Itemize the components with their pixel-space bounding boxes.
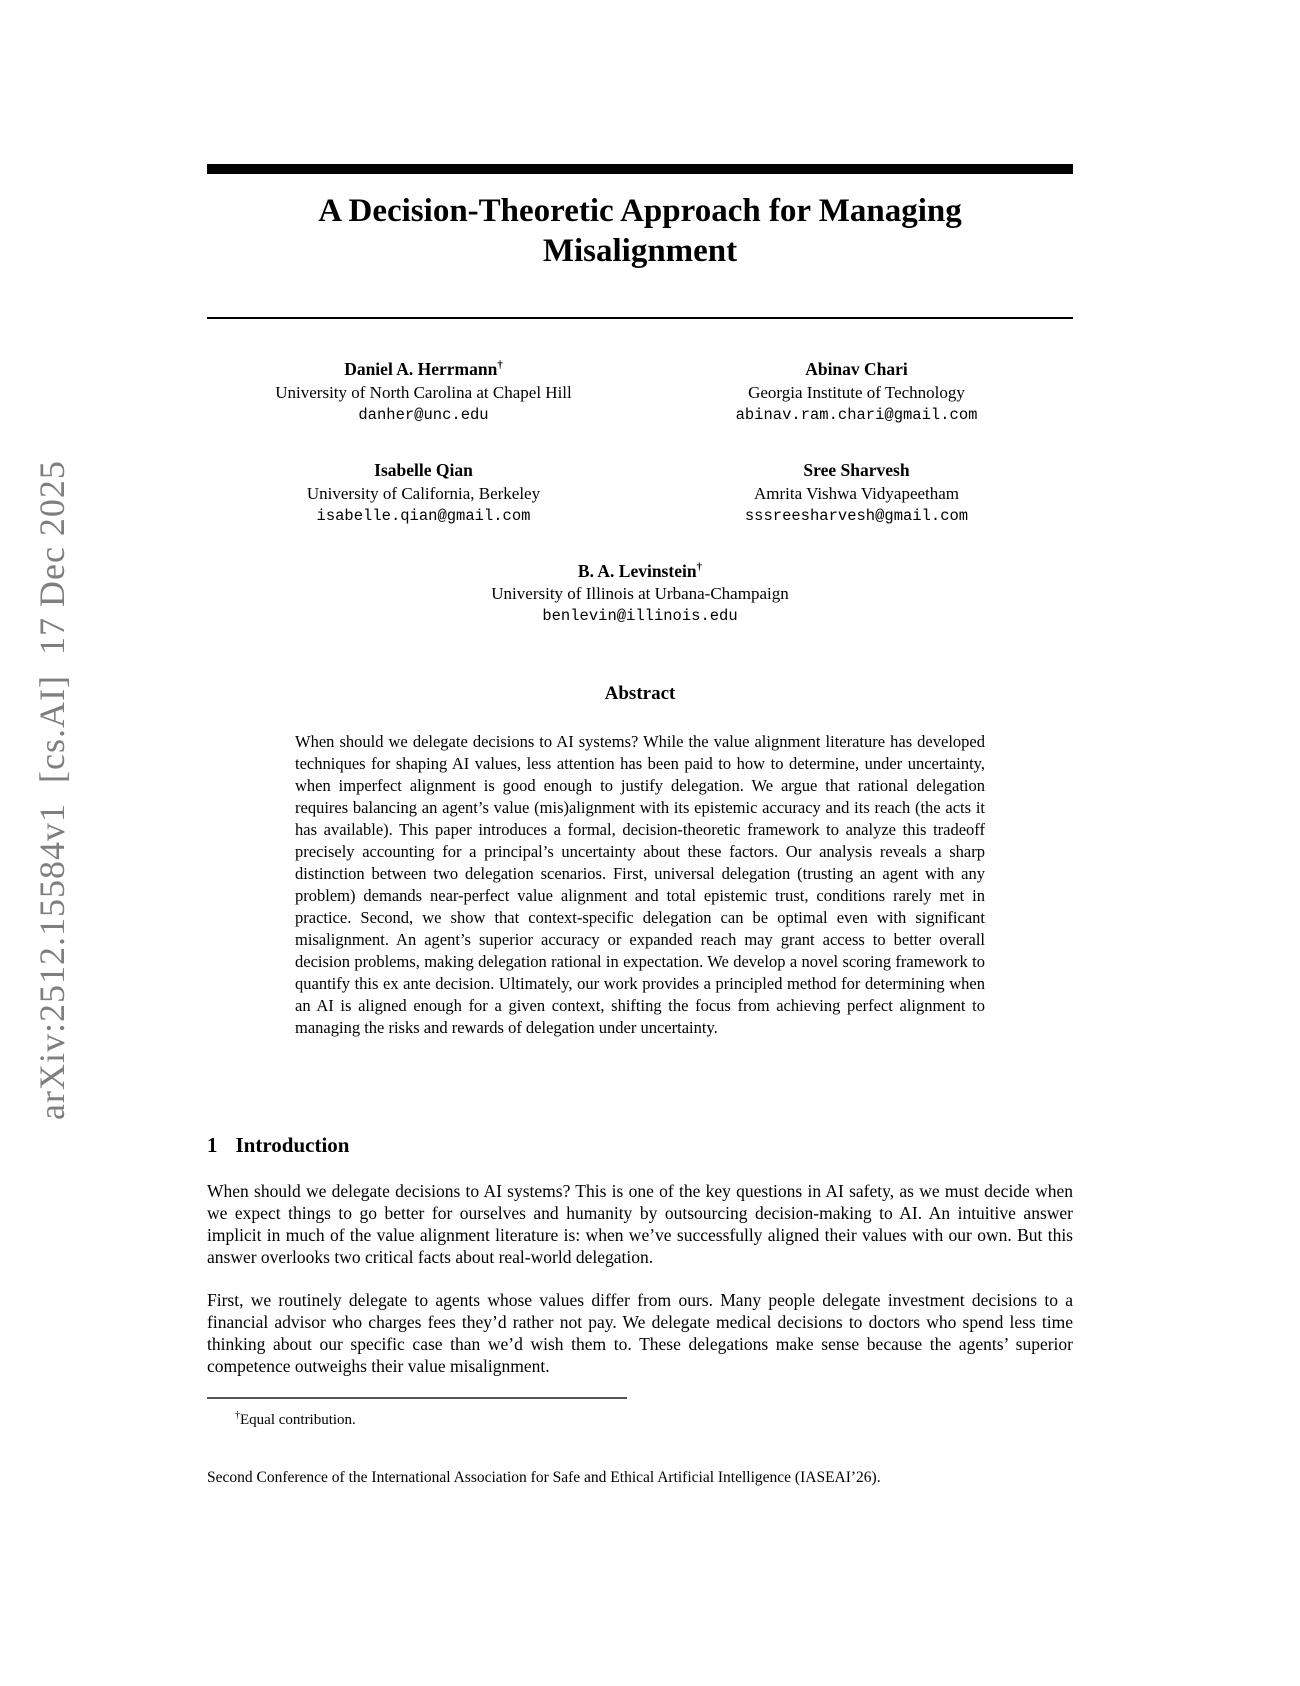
title-rule-thick	[207, 164, 1073, 174]
author-name-text: Abinav Chari	[805, 358, 908, 379]
dagger-mark: †	[696, 560, 703, 573]
footnote-text: Equal contribution.	[240, 1412, 356, 1429]
author-card-sharvesh	[640, 454, 1073, 528]
author-name-text: B. A. Levinstein	[577, 560, 697, 581]
title-rule-thin	[207, 317, 1073, 319]
author-affiliation: University of California, Berkeley	[306, 483, 541, 503]
author-email: isabelle.qian@gmail.com	[316, 506, 531, 525]
section-1-heading	[207, 1131, 1073, 1159]
author-name	[207, 353, 640, 381]
author-name-text: Sree Sharvesh	[803, 459, 910, 480]
footnote-rule	[207, 1397, 627, 1399]
abstract-text: When should we delegate decisions to AI systems? While the value alignment literature has developed techniques for shaping AI values, less attention has been paid to how to determine, under uncertainty, when imperfect alignment is good enough to justify delegation. We argue that rational delegation requires balancing an agent’s value (mis)alignment with its epistemic accuracy and its reach (the acts it has available). This paper introduces a formal, decision-theoretic framework to analyze this tradeoff precisely accounting for a principal’s uncertainty about these factors. Our analysis reveals a sharp distinction between two delegation scenarios. First, universal delegation (trusting an agent with any problem) demands near-perfect value alignment and total epistemic trust, conditions rarely met in practice. Second, we show that context-specific delegation can be optimal even with significant misalignment. An agent’s superior accuracy or expanded reach may grant access to better overall decision problems, making delegation rational in expectation. We develop a novel scoring framework to quantify this ex ante decision. Ultimately, our work provides a principled method for determining when an AI is aligned enough for a given context, shifting the focus from achieving perfect alignment to managing the risks and rewards of delegation under uncertainty.	[295, 732, 985, 1038]
author-affiliation: University of North Carolina at Chapel Hill	[275, 382, 572, 402]
footnote	[207, 1406, 1073, 1430]
author-name	[207, 454, 640, 482]
author-card-qian	[207, 454, 640, 528]
conference-footer: Second Conference of the International Association for Safe and Ethical Artificial Intelligence (IASEAI’26).	[207, 1469, 881, 1487]
dagger-mark: †	[497, 359, 503, 371]
author-name	[640, 353, 1073, 381]
footnote-marker: †	[235, 1410, 240, 1422]
section-number: 1	[207, 1133, 218, 1158]
author-affiliation: Georgia Institute of Technology	[748, 382, 965, 402]
author-name	[207, 555, 1073, 583]
author-card-chari	[640, 353, 1073, 427]
author-email: danher@unc.edu	[358, 405, 489, 424]
author-card-herrmann	[207, 353, 640, 427]
arxiv-watermark: arXiv:2512.15584v1 [cs.AI] 17 Dec 2025	[32, 460, 72, 1120]
author-card-levinstein	[207, 555, 1073, 629]
author-email: benlevin@illinois.edu	[542, 607, 738, 626]
author-block	[207, 353, 1073, 628]
author-affiliation: Amrita Vishwa Vidyapeetham	[753, 483, 960, 503]
abstract-heading: Abstract	[604, 683, 676, 705]
introduction-paragraph-2: First, we routinely delegate to agents whose values differ from ours. Many people delegate investment decisions to a financial advisor who charges fees they’d rather not pay. We delegate medical decisions to doctors who spend less time thinking about our specific case than we’d wish them to. These delegations make sense because the agents’ superior competence outweighs their value misalignment.	[207, 1290, 1073, 1377]
author-email: sssreesharvesh@gmail.com	[744, 506, 969, 525]
paper-content	[207, 0, 1073, 1488]
introduction-paragraph-1: When should we delegate decisions to AI systems? This is one of the key questions in AI safety, as we must decide when we expect things to go better for ourselves and humanity by outsourcing decision-making to AI. An intuitive answer implicit in much of the value alignment literature is: when we’ve successfully aligned their values with our own. But this answer overlooks two critical facts about real-world delegation.	[207, 1181, 1073, 1268]
author-name	[640, 454, 1073, 482]
author-affiliation: University of Illinois at Urbana-Champaign	[491, 584, 789, 604]
section-title: Introduction	[235, 1133, 350, 1158]
author-email: abinav.ram.chari@gmail.com	[735, 405, 978, 424]
author-name-text: Daniel A. Herrmann	[344, 358, 498, 379]
paper-title: A Decision-Theoretic Approach for Managing Misalignment	[318, 193, 962, 269]
author-name-text: Isabelle Qian	[374, 459, 473, 480]
